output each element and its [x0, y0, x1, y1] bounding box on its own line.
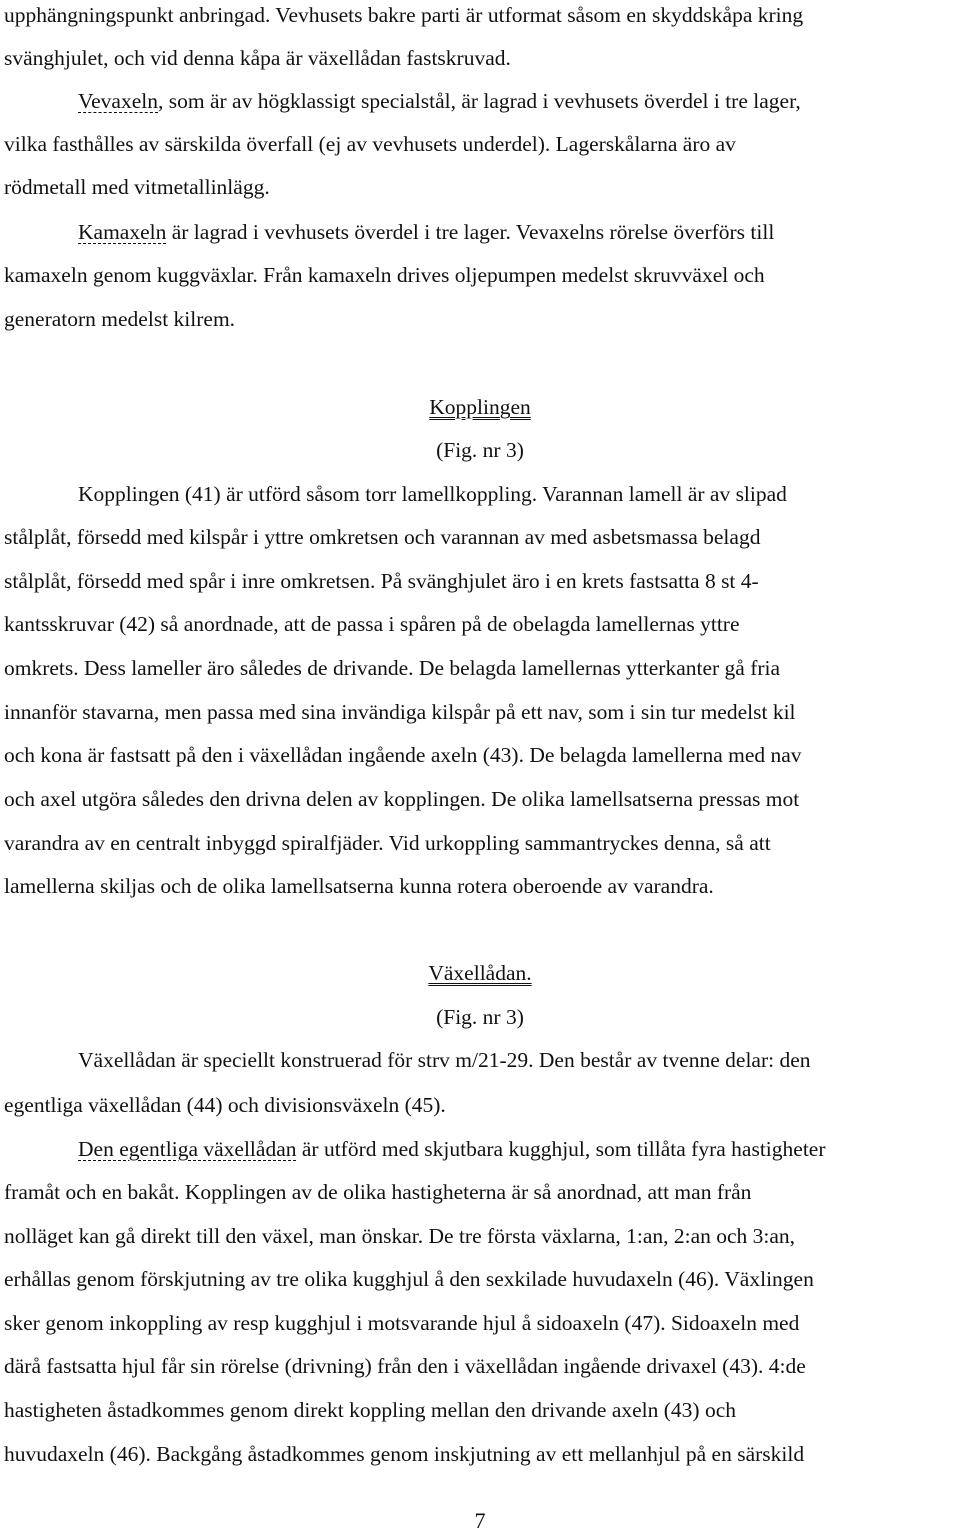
- text-line: upphängningspunkt anbringad. Vevhusets bakre parti är utformat såsom en skyddskåpa kring: [4, 3, 804, 27]
- heading-text: Växellådan.: [428, 961, 532, 985]
- text-line: erhållas genom förskjutning av tre olika kugghjul å den sexkilade huvudaxeln (46). Växlingen: [4, 1267, 814, 1291]
- text-line: innanför stavarna, men passa med sina invändiga kilspår på ett nav, som i sin tur medelst kil: [4, 700, 796, 724]
- text-line: och axel utgöra således den drivna delen av kopplingen. De olika lamellsatserna pressas mot: [4, 787, 800, 811]
- page-number: 7: [474, 1508, 486, 1533]
- text-line: rödmetall med vitmetallinlägg.: [4, 175, 270, 199]
- text-line: kamaxeln genom kuggväxlar. Från kamaxeln drives oljepumpen medelst skruvväxel och: [4, 263, 765, 287]
- figure-reference: (Fig. nr 3): [436, 438, 524, 462]
- text-line: framåt och en bakåt. Kopplingen av de olika hastigheterna är så anordnad, att man från: [4, 1180, 752, 1204]
- text-line: hastigheten åstadkommes genom direkt koppling mellan den drivande axeln (43) och: [4, 1398, 736, 1422]
- text-line: huvudaxeln (46). Backgång åstadkommes genom inskjutning av ett mellanhjul på en särskild: [4, 1442, 805, 1466]
- text-line: sker genom inkoppling av resp kugghjul i motsvarande hjul å sidoaxeln (47). Sidoaxeln med: [4, 1311, 800, 1335]
- text-line: Växellådan är speciellt konstruerad för strv m/21-29. Den består av tvenne delar: den: [78, 1048, 811, 1072]
- text-line: [78, 1136, 826, 1162]
- text-span: är lagrad i vevhusets överdel i tre lager. Vevaxelns rörelse överförs till: [166, 220, 775, 244]
- text-line: vilka fasthålles av särskilda överfall (ej av vevhusets underdel). Lagerskålarna äro av: [4, 132, 736, 156]
- text-span: är utförd med skjutbara kugghjul, som tillåta fyra hastigheter: [296, 1137, 826, 1161]
- heading-text: Kopplingen: [429, 395, 531, 419]
- text-line: Kopplingen (41) är utförd såsom torr lamellkoppling. Varannan lamell är av slipad: [78, 482, 787, 506]
- term-vevaxeln: Vevaxeln: [78, 89, 158, 113]
- text-line: generatorn medelst kilrem.: [4, 307, 236, 331]
- figure-reference: (Fig. nr 3): [436, 1005, 524, 1029]
- text-line: stålplåt, försedd med kilspår i yttre omkretsen och varannan av med asbetsmassa belagd: [4, 525, 761, 549]
- text-line: [78, 219, 774, 245]
- text-line: omkrets. Dess lameller äro således de drivande. De belagda lamellernas ytterkanter gå fria: [4, 656, 781, 680]
- text-line: egentliga växellådan (44) och divisionsväxeln (45).: [4, 1093, 446, 1117]
- text-line: nolläget kan gå direkt till den växel, man önskar. De tre första växlarna, 1:an, 2:an och 3:an,: [4, 1224, 796, 1248]
- text-line: därå fastsatta hjul får sin rörelse (drivning) från den i växellådan ingående drivaxel (43). 4:de: [4, 1354, 806, 1378]
- term-egentliga-vaxelladan: Den egentliga växellådan: [78, 1137, 297, 1161]
- text-line: stålplåt, försedd med spår i inre omkretsen. På svänghjulet äro i en krets fastsatta 8 st 4-: [4, 569, 759, 593]
- text-line: lamellerna skiljas och de olika lamellsatserna kunna rotera oberoende av varandra.: [4, 874, 714, 898]
- text-line: [78, 88, 801, 114]
- section-heading-kopplingen: [0, 394, 960, 420]
- text-line: svänghjulet, och vid denna kåpa är växellådan fastskruvad.: [4, 46, 511, 70]
- text-span: , som är av högklassigt specialstål, är lagrad i vevhusets överdel i tre lager,: [158, 89, 801, 113]
- section-heading-vaxelladan: [0, 960, 960, 986]
- text-line: kantsskruvar (42) så anordnade, att de passa i spåren på de obelagda lamellernas yttre: [4, 612, 740, 636]
- text-line: varandra av en centralt inbyggd spiralfjäder. Vid urkoppling sammantryckes denna, så att: [4, 831, 771, 855]
- text-line: och kona är fastsatt på den i växellådan ingående axeln (43). De belagda lamellerna med nav: [4, 743, 802, 767]
- term-kamaxeln: Kamaxeln: [78, 220, 167, 244]
